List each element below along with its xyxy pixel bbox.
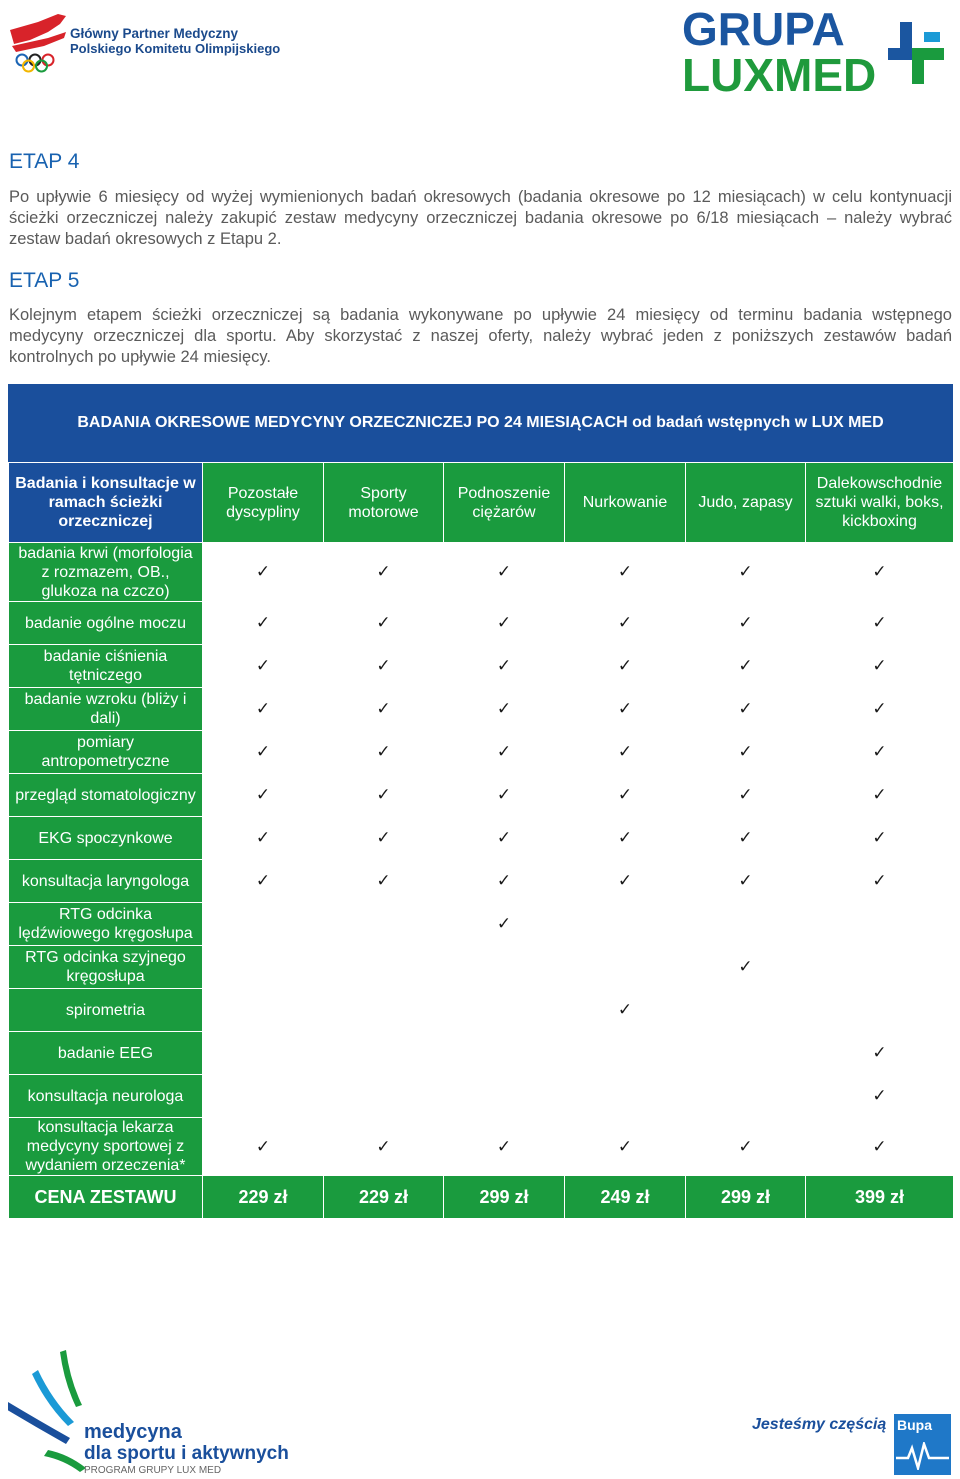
column-header: Pozostałe dyscypliny [203,463,324,543]
column-header: Podnoszenie ciężarów [444,463,565,543]
check-icon: ✓ [686,860,806,903]
empty-cell [686,989,806,1032]
check-icon: ✓ [806,543,954,602]
table-row [9,688,954,731]
row-label: konsultacja neurologa [9,1075,203,1118]
row-label: badanie wzroku (bliży i dali) [9,688,203,731]
check-icon: ✓ [806,1032,954,1075]
table-row [9,989,954,1032]
check-icon: ✓ [806,1075,954,1118]
empty-cell [203,946,324,989]
partner-line2: Polskiego Komitetu Olimpijskiego [70,41,281,56]
table-row [9,946,954,989]
column-header: Judo, zapasy [686,463,806,543]
check-icon: ✓ [565,688,686,731]
check-icon: ✓ [806,774,954,817]
partner-text [70,26,280,56]
column-header: Dalekowschodnie sztuki walki, boks, kickboxing [806,463,954,543]
check-icon: ✓ [444,860,565,903]
check-icon: ✓ [324,543,444,602]
check-icon: ✓ [444,1118,565,1176]
check-icon: ✓ [444,817,565,860]
row-label: konsultacja lekarza medycyny sportowej z wydaniem orzeczenia* [9,1118,203,1176]
empty-cell [324,989,444,1032]
check-icon: ✓ [806,688,954,731]
check-icon: ✓ [324,1118,444,1176]
check-icon: ✓ [565,860,686,903]
row-label: RTG odcinka szyjnego kręgosłupa [9,946,203,989]
check-icon: ✓ [444,645,565,688]
table-row [9,1032,954,1075]
bupa-logo-text: Bupa [897,1417,932,1433]
check-icon: ✓ [806,602,954,645]
row-label: przegląd stomatologiczny [9,774,203,817]
check-icon: ✓ [444,903,565,946]
partner-line1: Główny Partner Medyczny [70,26,239,41]
check-icon: ✓ [203,817,324,860]
empty-cell [686,903,806,946]
table-banner: BADANIA OKRESOWE MEDYCYNY ORZECZNICZEJ PO 24 MIESIĄCACH od badań wstępnych w LUX MED [8,384,953,462]
empty-cell [324,1075,444,1118]
brand-line2: LUXMED [682,49,877,101]
row-label: spirometria [9,989,203,1032]
check-icon: ✓ [565,1118,686,1176]
check-icon: ✓ [324,731,444,774]
table-row [9,774,954,817]
check-icon: ✓ [203,1118,324,1176]
check-icon: ✓ [444,774,565,817]
check-icon: ✓ [686,543,806,602]
check-icon: ✓ [686,645,806,688]
row-label: RTG odcinka lędźwiowego kręgosłupa [9,903,203,946]
row-label: badania krwi (morfologia z rozmazem, OB., glukoza na czczo) [9,543,203,602]
empty-cell [806,903,954,946]
brand-line1: GRUPA [682,3,845,55]
program-line1: medycyna [84,1421,182,1443]
check-icon: ✓ [324,688,444,731]
check-icon: ✓ [686,688,806,731]
check-icon: ✓ [565,543,686,602]
check-icon: ✓ [444,731,565,774]
price-value: 399 zł [806,1176,954,1219]
table-row [9,860,954,903]
check-icon: ✓ [203,543,324,602]
table-header-row [9,463,954,543]
empty-cell [806,989,954,1032]
check-icon: ✓ [806,860,954,903]
column-header: Sporty motorowe [324,463,444,543]
empty-cell [565,903,686,946]
check-icon: ✓ [324,774,444,817]
etap4-text: Po upływie 6 miesięcy od wyżej wymienionych badań okresowych (badania okresowe po 12 miesiącach) w celu kontynuacji ścieżki orzeczniczej należy zakupić zestaw medycyny orzeczniczej badania okresowe po 6/18 miesiącach – należy wybrać zestaw badań okresowych z Etapu 2. [9,188,952,248]
check-icon: ✓ [324,602,444,645]
price-value: 249 zł [565,1176,686,1219]
empty-cell [203,1032,324,1075]
heartbeat-icon [896,1442,949,1470]
check-icon: ✓ [203,774,324,817]
empty-cell [203,903,324,946]
check-icon: ✓ [565,774,686,817]
check-icon: ✓ [324,645,444,688]
etap5-title: ETAP 5 [9,269,80,292]
table-row [9,645,954,688]
empty-cell [324,903,444,946]
check-icon: ✓ [324,817,444,860]
check-icon: ✓ [565,645,686,688]
price-value: 229 zł [324,1176,444,1219]
check-icon: ✓ [806,817,954,860]
check-icon: ✓ [444,688,565,731]
empty-cell [444,1075,565,1118]
check-icon: ✓ [444,602,565,645]
program-line3: PROGRAM GRUPY LUX MED [84,1465,222,1476]
bupa-logo [894,1414,951,1475]
empty-cell [203,1075,324,1118]
row-label: konsultacja laryngologa [9,860,203,903]
row-label: EKG spoczynkowe [9,817,203,860]
empty-cell [444,989,565,1032]
check-icon: ✓ [806,1118,954,1176]
row-label: badanie ciśnienia tętniczego [9,645,203,688]
empty-cell [686,1032,806,1075]
empty-cell [203,989,324,1032]
table-row [9,731,954,774]
check-icon: ✓ [686,602,806,645]
check-icon: ✓ [686,774,806,817]
tests-table [8,462,954,1219]
bupa-slogan: Jesteśmy częścią [752,1416,887,1433]
check-icon: ✓ [203,731,324,774]
check-icon: ✓ [203,860,324,903]
empty-cell [565,1075,686,1118]
row-label: pomiary antropometryczne [9,731,203,774]
check-icon: ✓ [203,688,324,731]
corner-header: Badania i konsultacje w ramach ścieżki orzeczniczej [9,463,203,543]
check-icon: ✓ [324,860,444,903]
empty-cell [806,946,954,989]
etap4-title: ETAP 4 [9,150,80,173]
etap5-text: Kolejnym etapem ścieżki orzeczniczej są badania wykonywane po upływie 24 miesięcy od terminu badania wstępnego medycyny orzeczniczej dla sportu. Aby skorzystać z naszej oferty, należy wybrać jeden z poniższych zestawów badań kontrolnych po upływie 24 miesięcy. [9,306,952,366]
table-row [9,543,954,602]
check-icon: ✓ [806,645,954,688]
price-value: 299 zł [686,1176,806,1219]
empty-cell [686,1075,806,1118]
check-icon: ✓ [565,602,686,645]
row-label: badanie EEG [9,1032,203,1075]
table-row [9,903,954,946]
check-icon: ✓ [686,946,806,989]
price-value: 299 zł [444,1176,565,1219]
empty-cell [324,946,444,989]
check-icon: ✓ [806,731,954,774]
luxmed-cross-icon [884,18,948,88]
check-icon: ✓ [565,817,686,860]
empty-cell [444,1032,565,1075]
empty-cell [444,946,565,989]
check-icon: ✓ [686,731,806,774]
empty-cell [324,1032,444,1075]
program-line2: dla sportu i aktywnych [84,1443,289,1464]
check-icon: ✓ [565,989,686,1032]
empty-cell [565,1032,686,1075]
price-row [9,1176,954,1219]
table-row [9,1118,954,1176]
check-icon: ✓ [203,645,324,688]
grupa-luxmed-logo [682,3,952,101]
column-header: Nurkowanie [565,463,686,543]
price-value: 229 zł [203,1176,324,1219]
check-icon: ✓ [203,602,324,645]
check-icon: ✓ [565,731,686,774]
table-row [9,817,954,860]
check-icon: ✓ [686,1118,806,1176]
row-label: badanie ogólne moczu [9,602,203,645]
price-label: CENA ZESTAWU [9,1176,203,1219]
check-icon: ✓ [444,543,565,602]
check-icon: ✓ [686,817,806,860]
empty-cell [565,946,686,989]
table-row [9,602,954,645]
table-row [9,1075,954,1118]
